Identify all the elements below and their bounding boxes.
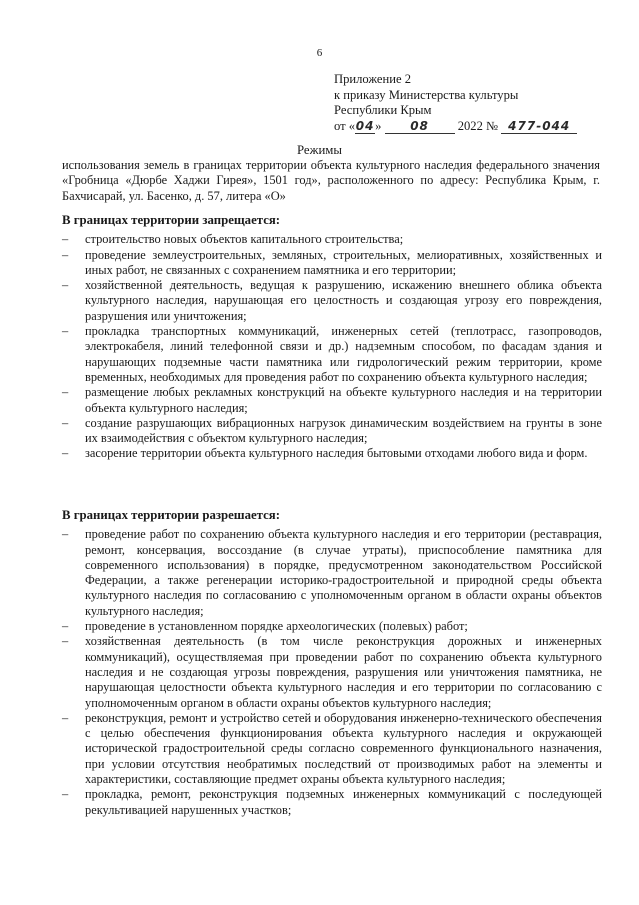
appendix-block — [334, 72, 577, 134]
list-item — [62, 446, 602, 461]
list-item — [62, 248, 602, 279]
list-item-text: хозяйственная деятельность (в том числе реконструкция дорожных и инженерных коммуникаций), осуществляемая при проведении работ по сохранению объекта культурного наследия и не создающая угрозы повреждения, разрушения или уничтожения памятника, не нарушающая целостности объекта культурного наследия и его территории по согласованию с уполномоченным органом в области охраны объектов культурного наследия; — [85, 634, 602, 710]
permitted-heading: В границах территории разрешается: — [62, 508, 280, 522]
dash-icon: – — [62, 710, 69, 725]
list-item-text: строительство новых объектов капитального строительства; — [85, 232, 404, 247]
list-item — [62, 787, 602, 818]
list-item — [62, 324, 602, 385]
list-item — [62, 416, 602, 447]
appendix-date-line — [334, 119, 577, 135]
dash-icon: – — [62, 634, 69, 649]
dash-icon: – — [62, 324, 69, 339]
list-item — [62, 385, 602, 416]
list-item — [62, 527, 602, 619]
dash-icon: – — [62, 787, 69, 802]
order-number: 477-044 — [501, 120, 577, 134]
list-item-text: засорение территории объекта культурного наследия бытовыми отходами любого вида и форм. — [85, 446, 588, 461]
list-item-text: хозяйственной деятельность, ведущая к разрушению, искажению внешнего облика объекта культурного наследия, нарушающая его целостность и создающая угрозу его повреждения, разрушения или уничтожения; — [85, 278, 602, 323]
date-prefix: от « — [334, 118, 356, 133]
date-day: 04 — [355, 118, 375, 133]
list-item-text: прокладка транспортных коммуникаций, инженерных сетей (теплотрасс, газопроводов, электрокабеля, линий телефонной связи и др.) надземным способом, по фасадам здания и нарушающих подземные части памятника или гидрологический режим территории, кроме временных, необходимых для проведения работ по сохранению объекта культурного наследия; — [85, 324, 602, 384]
dash-icon: – — [62, 232, 69, 247]
permitted-section — [62, 508, 602, 818]
list-item-text: создание разрушающих вибрационных нагрузок динамическим воздействием на грунты в зоне их взаимодействия с объектом культурного наследия; — [85, 415, 602, 446]
date-quote-close: » — [375, 118, 382, 133]
list-item-text: проведение в установленном порядке археологических (полевых) работ; — [85, 619, 468, 634]
dash-icon: – — [62, 446, 69, 461]
list-item-text: размещение любых рекламных конструкций на объекте культурного наследия и на территории объекта культурного наследия; — [85, 385, 602, 415]
dash-icon: – — [62, 385, 69, 400]
dash-icon: – — [62, 619, 69, 634]
list-item-text: проведение работ по сохранению объекта культурного наследия и его территории (реставрация, ремонт, консервация, воссоздание (в случае утраты), приспособление памятника для современного использования) в порядке, предусмотренном законодательством Российской Федерации, а также регенерации историко-градостроительной и природной среды объекта культурного наследия по согласованию с уполномоченным органом в области охраны объектов культурного наследия; — [85, 527, 602, 618]
list-item — [62, 711, 602, 787]
dash-icon: – — [62, 278, 69, 293]
list-item — [62, 619, 602, 634]
prohibited-heading: В границах территории запрещается: — [62, 213, 281, 227]
date-year-number-label: 2022 № — [457, 118, 499, 133]
permitted-list — [62, 527, 602, 818]
list-item-text: реконструкция, ремонт и устройство сетей и оборудования инженерно-технического обеспечения с целью обеспечения функционирования объекта культурного наследия и окружающей исторической градостроительной среды согласно современного функционального назначения, при условии отсутствия необратимых последствий от производимых работ на элементы и характеристики, составляющие предмет охраны объекта культурного наследия; — [85, 710, 602, 787]
dash-icon: – — [62, 527, 69, 542]
dash-icon: – — [62, 247, 69, 262]
list-item — [62, 634, 602, 710]
list-item-text: прокладка, ремонт, реконструкция подземных инженерных коммуникаций с последующей рекультивацией нарушенных участков; — [85, 787, 602, 817]
appendix-title: Приложение 2 — [334, 72, 412, 86]
date-month: 08 — [385, 120, 455, 134]
list-item — [62, 278, 602, 324]
appendix-order-ref: к приказу Министерства культуры — [334, 87, 519, 102]
list-item-text: проведение землеустроительных, земляных, строительных, мелиоративных, хозяйственных и иных работ, не связанных с сохранением памятника и его территории; — [85, 247, 602, 277]
page-number: 6 — [316, 47, 323, 59]
prohibited-section — [62, 213, 602, 462]
list-item — [62, 232, 602, 247]
intro-paragraph: использования земель в границах территории объекта культурного наследия федерального значения «Гробница «Дюрбе Хаджи Гирея», 1501 год», расположенного по адресу: Республика Крым, г. Бахчисарай, ул. Басенко, д. 57, литера «О» — [62, 158, 600, 203]
appendix-republic: Республики Крым — [334, 103, 432, 117]
prohibited-list — [62, 232, 602, 461]
dash-icon: – — [62, 415, 69, 430]
document-title: Режимы — [296, 143, 342, 157]
